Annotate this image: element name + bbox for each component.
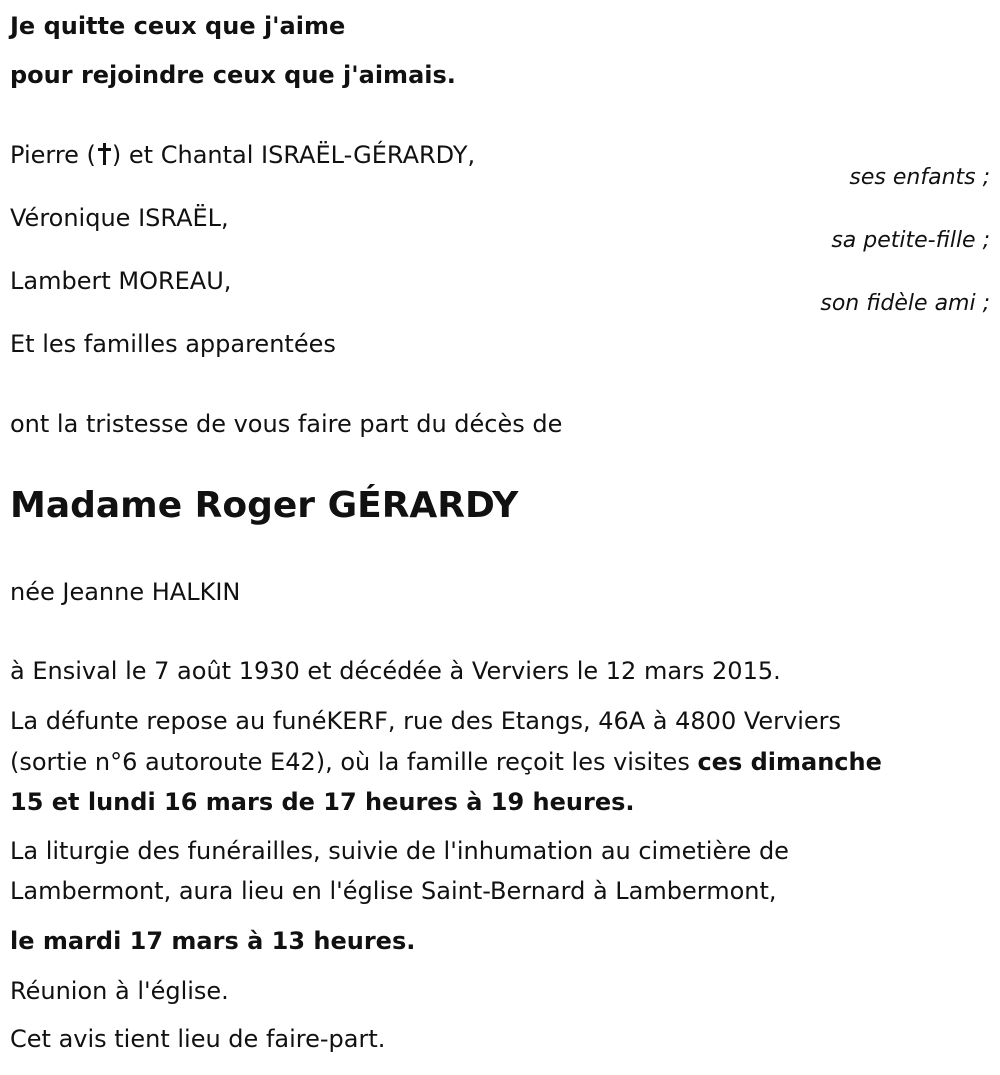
family-member-granddaughter: Véronique ISRAËL,: [10, 204, 229, 232]
maiden-name: née Jeanne HALKIN: [10, 578, 241, 606]
family-name-after-cross: ) et Chantal ISRAËL-GÉRARDY,: [111, 141, 476, 169]
visitation-line-1: La défunte repose au funéKERF, rue des Etangs, 46A à 4800 Verviers: [10, 707, 842, 735]
birth-death-dates: à Ensival le 7 août 1930 et décédée à Verviers le 12 mars 2015.: [10, 657, 781, 685]
family-member-children: [10, 140, 475, 170]
family-member-relatives: Et les familles apparentées: [10, 330, 336, 358]
epigraph-line-2: pour rejoindre ceux que j'aimais.: [10, 61, 456, 89]
relation-friend: son fidèle ami ;: [820, 291, 990, 316]
visitation-line-2: [10, 747, 882, 777]
funeral-line-1: La liturgie des funérailles, suivie de l'inhumation au cimetière de: [10, 837, 789, 865]
funeral-datetime: le mardi 17 mars à 13 heures.: [10, 927, 416, 955]
family-name-before-cross: Pierre (: [10, 141, 96, 169]
cross-icon: [97, 143, 111, 165]
epigraph-line-1: Je quitte ceux que j'aime: [10, 12, 346, 40]
visitation-text: (sortie n°6 autoroute E42), où la famille reçoit les visites: [10, 748, 698, 776]
relation-granddaughter: sa petite-fille ;: [831, 228, 990, 253]
announcement-text: ont la tristesse de vous faire part du décès de: [10, 410, 563, 438]
relation-children: ses enfants ;: [849, 165, 990, 190]
deceased-name: Madame Roger GÉRARDY: [10, 485, 519, 526]
family-member-friend: Lambert MOREAU,: [10, 267, 232, 295]
funeral-line-2: Lambermont, aura lieu en l'église Saint-Bernard à Lambermont,: [10, 877, 777, 905]
meeting-note: Réunion à l'église.: [10, 977, 229, 1005]
visitation-days-start: ces dimanche: [697, 748, 882, 776]
visitation-line-3: 15 et lundi 16 mars de 17 heures à 19 heures.: [10, 788, 635, 816]
closing-note: Cet avis tient lieu de faire-part.: [10, 1025, 386, 1053]
